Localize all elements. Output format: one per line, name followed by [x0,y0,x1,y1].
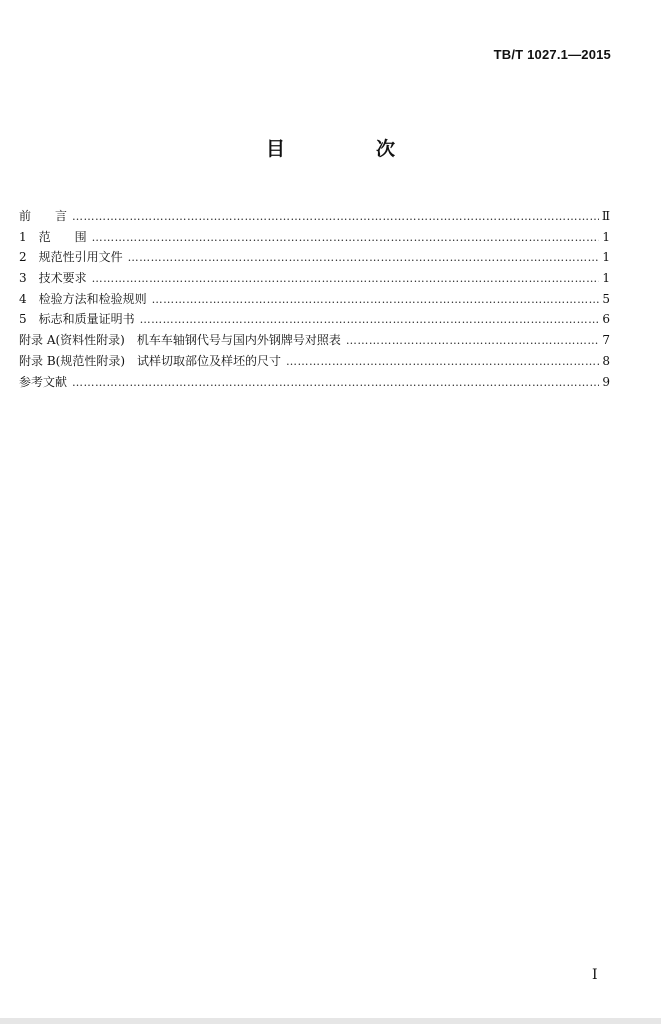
toc-entry-page: 7 [602,333,610,348]
toc-leader-dots [72,373,599,394]
toc-entry-label: 参考文献 [19,374,68,389]
toc-leader-dots [92,269,599,290]
toc-leader-dots [128,248,599,269]
toc-entry-annex-b[interactable] [19,351,610,372]
toc-entry-page: Ⅱ [601,209,610,223]
toc-leader-dots [92,228,599,249]
page-number: Ⅰ [592,967,598,983]
toc-entry-label: 4 检验方法和检验规则 [19,291,147,306]
toc-entry-marking-certificate[interactable] [19,309,610,330]
toc-leader-dots [286,352,599,373]
toc-entry-bibliography[interactable] [19,372,610,393]
toc-entry-page: 8 [602,353,610,368]
toc-entry-scope[interactable] [19,227,610,248]
toc-entry-page: 1 [602,250,610,265]
toc-entry-page: 1 [602,271,610,286]
toc-leader-dots [346,331,599,352]
toc-entry-label: 2 规范性引用文件 [19,250,123,265]
toc-entry-page: 9 [602,374,610,389]
toc-entry-label: 附录 A(资料性附录) 机车车轴钢代号与国内外钢牌号对照表 [19,333,341,348]
toc-entry-inspection-methods[interactable] [19,289,610,310]
toc-entry-page: 1 [602,229,610,244]
toc-entry-label: 前 言 [19,209,68,223]
toc-leader-dots [72,207,599,228]
toc-entry-label: 3 技术要求 [19,271,87,286]
toc-entry-label: 5 标志和质量证明书 [19,312,135,327]
page-title: 目 次 [265,138,431,160]
scan-bottom-edge [0,1018,661,1024]
toc-entry-label: 附录 B(规范性附录) 试样切取部位及样坯的尺寸 [19,353,281,368]
toc-entry-label: 1 范 围 [19,229,87,244]
toc-leader-dots [152,290,599,311]
toc-entry-page: 6 [602,312,610,327]
toc-entry-page: 5 [602,291,610,306]
standard-code: TB/T 1027.1—2015 [493,47,611,62]
toc-leader-dots [140,310,599,331]
toc-entry-technical-requirements[interactable] [19,268,610,289]
toc-entry-normative-references[interactable] [19,247,610,268]
table-of-contents [19,206,610,392]
toc-entry-annex-a[interactable] [19,330,610,351]
toc-entry-foreword[interactable] [19,206,610,227]
